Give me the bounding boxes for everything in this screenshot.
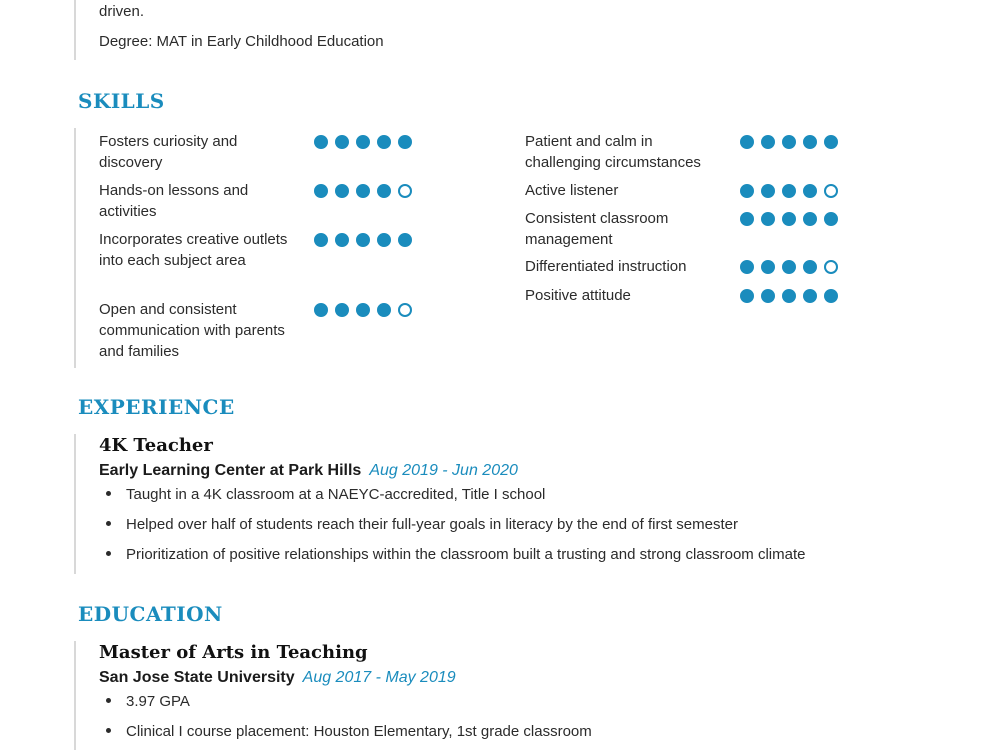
rating-dot-filled (761, 184, 775, 198)
rating-dot-filled (824, 212, 838, 226)
experience-heading: EXPERIENCE (78, 395, 235, 419)
rating-dot-filled (761, 289, 775, 303)
skill-name: Incorporates creative outlets into each subject area (99, 231, 288, 269)
education-school-line (99, 669, 456, 687)
job-bullet: Prioritization of positive relationships within the classroom built a trusting and strong classroom climate (106, 546, 805, 563)
rating-dot-filled (398, 233, 412, 247)
skill-rating (314, 303, 412, 317)
education-bullet: Clinical I course placement: Houston Elementary, 1st grade classroom (106, 723, 592, 740)
summary-text-tail: driven. (99, 3, 145, 20)
rating-dot-empty (398, 184, 412, 198)
rating-dot-filled (761, 260, 775, 274)
education-degree: Master of Arts in Teaching (99, 642, 368, 663)
education-heading: EDUCATION (78, 602, 223, 626)
education-rule (74, 641, 76, 750)
skills-heading: SKILLS (78, 89, 165, 113)
skill-rating (740, 212, 838, 226)
job-bullet: Taught in a 4K classroom at a NAEYC-accredited, Title I school (106, 486, 545, 503)
education-school: San Jose State University (99, 669, 295, 686)
skill-name: Open and consistent communication with parents and families (99, 301, 285, 360)
skills-rule (74, 128, 76, 368)
rating-dot-filled (314, 233, 328, 247)
rating-dot-filled (782, 260, 796, 274)
skill-rating (740, 135, 838, 149)
skill-name: Patient and calm in challenging circumstances (525, 133, 701, 171)
rating-dot-filled (782, 184, 796, 198)
rating-dot-filled (824, 135, 838, 149)
rating-dot-filled (803, 184, 817, 198)
skill-rating (314, 184, 412, 198)
rating-dot-filled (782, 212, 796, 226)
rating-dot-filled (335, 184, 349, 198)
skill-name: Positive attitude (525, 287, 631, 304)
skill-rating (740, 184, 838, 198)
skill-rating (314, 135, 412, 149)
rating-dot-filled (803, 212, 817, 226)
rating-dot-filled (377, 135, 391, 149)
rating-dot-filled (803, 260, 817, 274)
rating-dot-filled (377, 184, 391, 198)
rating-dot-filled (740, 212, 754, 226)
job-dates: Aug 2019 - Jun 2020 (369, 462, 518, 479)
rating-dot-filled (740, 184, 754, 198)
rating-dot-filled (782, 289, 796, 303)
experience-rule (74, 434, 76, 574)
rating-dot-filled (377, 303, 391, 317)
education-dates: Aug 2017 - May 2019 (302, 669, 456, 686)
skill-name: Active listener (525, 182, 619, 199)
education-gpa: 3.97 GPA (106, 693, 190, 710)
skill-rating (740, 260, 838, 274)
rating-dot-empty (824, 260, 838, 274)
rating-dot-empty (398, 303, 412, 317)
rating-dot-filled (803, 135, 817, 149)
rating-dot-filled (356, 184, 370, 198)
rating-dot-filled (761, 212, 775, 226)
rating-dot-filled (314, 135, 328, 149)
rating-dot-filled (824, 289, 838, 303)
skill-name: Consistent classroom management (525, 210, 669, 248)
rating-dot-filled (740, 135, 754, 149)
job-org-line (99, 462, 518, 480)
job-title: 4K Teacher (99, 435, 213, 456)
rating-dot-filled (782, 135, 796, 149)
skill-rating (314, 233, 412, 247)
rating-dot-filled (335, 135, 349, 149)
summary-degree: Degree: MAT in Early Childhood Education (99, 33, 384, 50)
job-organization: Early Learning Center at Park Hills (99, 462, 362, 479)
rating-dot-filled (377, 233, 391, 247)
rating-dot-filled (335, 233, 349, 247)
rating-dot-filled (335, 303, 349, 317)
skill-name: Differentiated instruction (525, 258, 687, 275)
skill-rating (740, 289, 838, 303)
job-bullet: Helped over half of students reach their full-year goals in literacy by the end of first semester (106, 516, 738, 533)
rating-dot-filled (740, 260, 754, 274)
rating-dot-filled (356, 135, 370, 149)
rating-dot-filled (356, 233, 370, 247)
rating-dot-filled (356, 303, 370, 317)
rating-dot-filled (761, 135, 775, 149)
rating-dot-filled (314, 303, 328, 317)
summary-block (74, 0, 956, 60)
rating-dot-filled (314, 184, 328, 198)
rating-dot-filled (740, 289, 754, 303)
rating-dot-empty (824, 184, 838, 198)
rating-dot-filled (803, 289, 817, 303)
skill-name: Fosters curiosity and discovery (99, 133, 238, 171)
rating-dot-filled (398, 135, 412, 149)
skill-name: Hands-on lessons and activities (99, 182, 249, 220)
